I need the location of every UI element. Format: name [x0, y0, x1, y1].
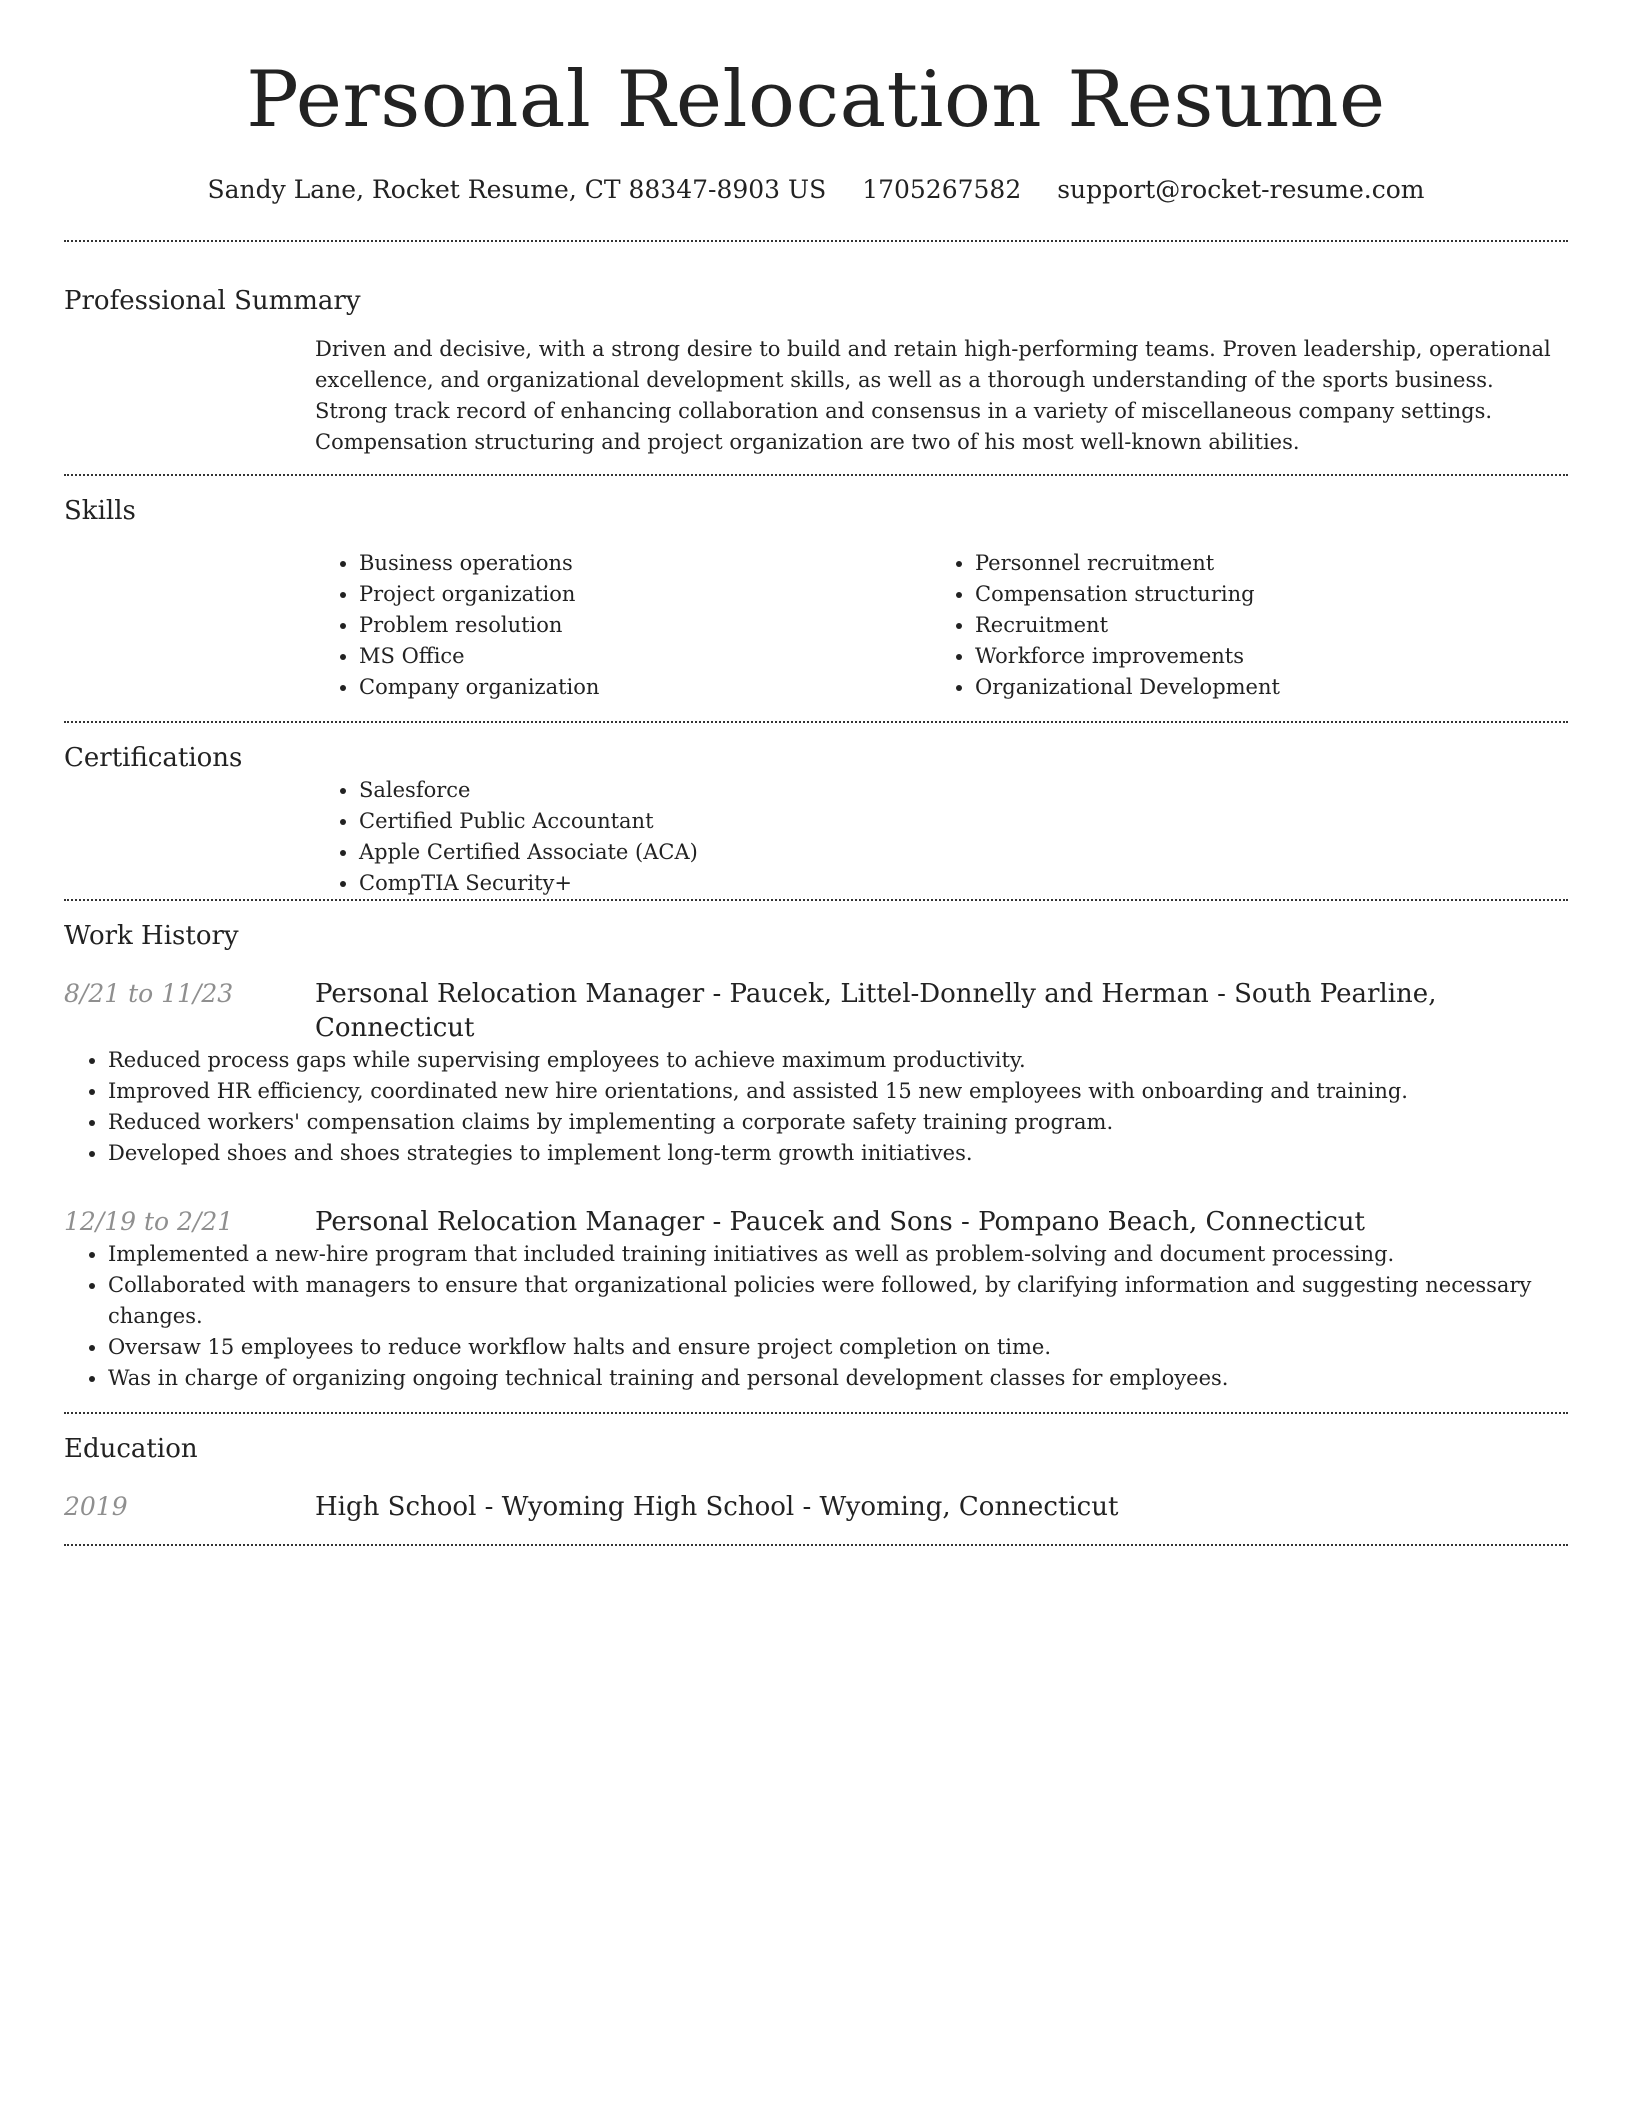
skill-item: • Compensation structuring — [975, 579, 1547, 610]
certifications-heading: Certifications — [64, 743, 243, 773]
job-entry — [64, 977, 1568, 1169]
job-date: 12/19 to 2/21 — [64, 1207, 234, 1236]
job-bullet: • Was in charge of organizing ongoing technical training and personal development classes for employees. — [108, 1363, 1568, 1394]
resume-title: Personal Relocation Resume — [246, 55, 1386, 145]
contact-email: support@rocket-resume.com — [1057, 175, 1425, 204]
job-date: 8/21 to 11/23 — [64, 979, 234, 1008]
job-bullet: • Collaborated with managers to ensure that organizational policies were followed, by clarifying information and suggesting necessary changes. — [108, 1270, 1568, 1332]
skill-item: • Business operations — [359, 548, 931, 579]
job-title: Personal Relocation Manager - Paucek and Sons - Pompano Beach, Connecticut — [315, 1207, 1365, 1237]
education-heading: Education — [64, 1434, 198, 1464]
contact-line — [64, 174, 1568, 206]
certification-item: • Certified Public Accountant — [359, 806, 1568, 837]
skill-item: • Workforce improvements — [975, 641, 1547, 672]
job-entry — [64, 1205, 1568, 1394]
skill-item: • Project organization — [359, 579, 931, 610]
job-bullet: • Reduced process gaps while supervising employees to achieve maximum productivity. — [108, 1045, 1568, 1076]
job-bullet: • Oversaw 15 employees to reduce workflow halts and ensure project completion on time. — [108, 1332, 1568, 1363]
summary-section — [64, 242, 1568, 458]
job-bullet: • Developed shoes and shoes strategies to implement long-term growth initiatives. — [108, 1138, 1568, 1169]
resume-header — [64, 0, 1568, 206]
education-title: High School - Wyoming High School - Wyoming, Connecticut — [315, 1492, 1119, 1522]
education-section — [64, 1414, 1568, 1524]
skill-item: • Recruitment — [975, 610, 1547, 641]
divider — [64, 1544, 1568, 1546]
certification-item: • Apple Certified Associate (ACA) — [359, 837, 1568, 868]
contact-phone: 1705267582 — [862, 175, 1022, 204]
job-title: Personal Relocation Manager - Paucek, Littel-Donnelly and Herman - South Pearline, Connecticut — [315, 979, 1437, 1043]
summary-text: Driven and decisive, with a strong desire to build and retain high-performing teams. Proven leadership, operational excellence, and organizational development skills, as well as a thorough understanding of the sports business. Strong track record of enhancing collaboration and consensus in a variety of miscellaneous company settings. Compensation structuring and project organization are two of his most well-known abilities. — [315, 337, 1551, 454]
contact-address: Sandy Lane, Rocket Resume, CT 88347-8903 US — [207, 175, 827, 204]
skills-column-right — [931, 548, 1547, 703]
skill-item: • MS Office — [359, 641, 931, 672]
skill-item: • Personnel recruitment — [975, 548, 1547, 579]
certification-item: • Salesforce — [359, 775, 1568, 806]
job-bullet: • Reduced workers' compensation claims by implementing a corporate safety training program. — [108, 1107, 1568, 1138]
job-bullets — [64, 1045, 1568, 1169]
certifications-section — [64, 723, 1568, 899]
summary-heading: Professional Summary — [64, 286, 361, 316]
skills-section — [64, 476, 1568, 703]
education-entry — [64, 1490, 1568, 1524]
skills-grid — [315, 548, 1568, 703]
skills-column-left — [315, 548, 931, 703]
certifications-list — [315, 775, 1568, 899]
job-bullet: • Improved HR efficiency, coordinated new hire orientations, and assisted 15 new employees with onboarding and training. — [108, 1076, 1568, 1107]
skills-heading: Skills — [64, 496, 136, 526]
education-date: 2019 — [64, 1492, 128, 1521]
job-bullets — [64, 1239, 1568, 1394]
work-history-heading: Work History — [64, 921, 239, 951]
work-history-section — [64, 901, 1568, 1412]
job-bullet: • Implemented a new-hire program that included training initiatives as well as problem-solving and document processing. — [108, 1239, 1568, 1270]
skill-item: • Company organization — [359, 672, 931, 703]
certification-item: • CompTIA Security+ — [359, 868, 1568, 899]
skill-item: • Organizational Development — [975, 672, 1547, 703]
skill-item: • Problem resolution — [359, 610, 931, 641]
